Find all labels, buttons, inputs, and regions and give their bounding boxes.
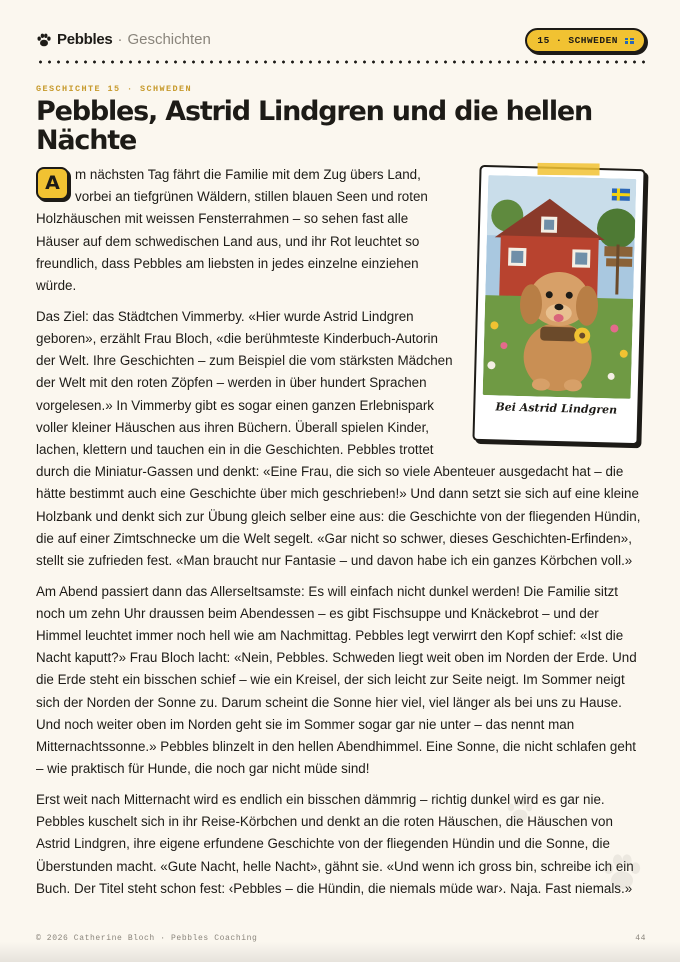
background-paw-icon — [505, 795, 535, 825]
footer-shade — [0, 942, 680, 962]
paragraph-3: Am Abend passiert dann das Allerseltsamste: Es will einfach nicht dunkel werden! Die Familie sitzt noch um zehn Uhr draussen beim Abendessen – es gibt Fischsuppe und Knäckebrot – und der Himmel leuchtet immer noch hell wie am Nachmittag. Pebbles legt verwirrt den Kopf schief: «Ist die Nacht kaputt?» Frau Bloch lacht: «Nein, Pebbles. Schweden liegt weit oben im Norden der Erde. Und die Erde steht ein bisschen schief – wie ein Kreisel, der sich leicht zur Seite neigt. Im Sommer neigt sich der Norden der Sonne zu. Darum scheint die Sonne hier viel, viel länger als bei uns zu Hause. Und noch weiter oben im Norden geht sie im Sommer sogar gar nie unter – das nennt man Mitternachtssonne.» Pebbles blinzelt in den hellen Abendhimmel. Eine Sonne, die nicht schlafen geht – wie praktisch für Hunde, die noch gar nicht müde sind! — [36, 583, 637, 777]
brand-name: Pebbles — [57, 31, 113, 48]
tape-strip — [538, 163, 600, 176]
paragraph-text: m nächsten Tag fährt die Familie mit dem Zug übers Land, vorbei an tiefgrünen Wäldern, stillen blauen Seen und roten Holzhäuschen mit weissen Fensterrahmen – so sehen fast alle Häuser auf dem schwedischen Land aus, und ihr Rot leuchtet so freundlich, dass Pebbles am liebsten in jedes einzelne einziehen würde. — [36, 167, 428, 294]
page-title: Pebbles, Astrid Lindgren und die hellen Nächte — [36, 96, 593, 156]
dotted-divider — [36, 60, 646, 64]
brand-separator: · — [117, 31, 123, 48]
illustration-image — [483, 175, 637, 399]
page-footer — [36, 934, 646, 943]
polaroid-figure — [472, 165, 645, 445]
sweden-flag-icon — [625, 38, 634, 44]
section-name: Geschichten — [127, 31, 211, 48]
page-header — [36, 28, 646, 56]
page-number: 44 — [635, 934, 646, 943]
brand — [36, 31, 211, 48]
drop-cap: A — [36, 167, 69, 200]
dog-house-illustration — [483, 175, 637, 399]
paw-icon — [36, 32, 52, 48]
copyright-text: © 2026 Catherine Bloch · Pebbles Coaching — [36, 934, 258, 943]
story-kicker: GESCHICHTE 15 · SCHWEDEN — [36, 84, 193, 94]
paragraph-4: Erst weit nach Mitternacht wird es endlich ein bisschen dämmrig – richtig dunkel wird es gar nie. Pebbles kuschelt sich in ihr Reise-Körbchen und denkt an die roten Häuschen, die Häuschen von Astrid Lindgren, ihre eigene erfundene Geschichte von der fliegenden Hündin und die Sonne, die Überstunden macht. «Gute Nacht, helle Nacht», gähnt sie. «Und wenn ich gross bin, schreibe ich ein Buch. Der Titel steht schon fest: ‹Pebbles – die Hündin, die niemals müde war›. Naja. Fast niemals.» — [36, 791, 634, 896]
background-paw-icon — [600, 850, 644, 894]
chapter-badge-label: 15 · SCHWEDEN — [537, 35, 618, 46]
chapter-badge — [525, 28, 646, 53]
figure-caption: Bei Astrid Lindgren — [495, 400, 618, 417]
paragraph-2: Das Ziel: das Städtchen Vimmerby. «Hier wurde Astrid Lindgren geboren», erzählt Frau Bloch, «die berühmteste Kinderbuch-Autorin der Welt. Ihre Geschichten – zum Beispiel die vom stärksten Mädchen der Welt mit den roten Zöpfen – werden in über hundert Sprachen vorgelesen.» In Vimmerby gibt es sogar einen ganzen Erlebnispark voller kleiner Häuschen aus ihren Büchern. Überall spielen Kinder, lachen, klettern und tauchen ein in die Geschichten. Pebbles trottet durch die Miniatur-Gassen und denkt: «Eine Frau, die sich so viele Abenteuer ausgedacht hat – die hätte bestimmt auch eine Geschichte über mich geschrieben!» Und dann setzt sie sich auf eine kleine Holzbank und denkt sich zur Übung gleich selber eine aus: die Geschichte von der fliegenden Hündin, die auf einer Zimtschnecke um die Welt segelt. «Gar nicht so schwer, dieses Geschichten-Erfinden», stellt sie zufrieden fest. «Man braucht nur Fantasie – und davon habe ich ein ganzes Körbchen voll.» — [36, 308, 641, 568]
